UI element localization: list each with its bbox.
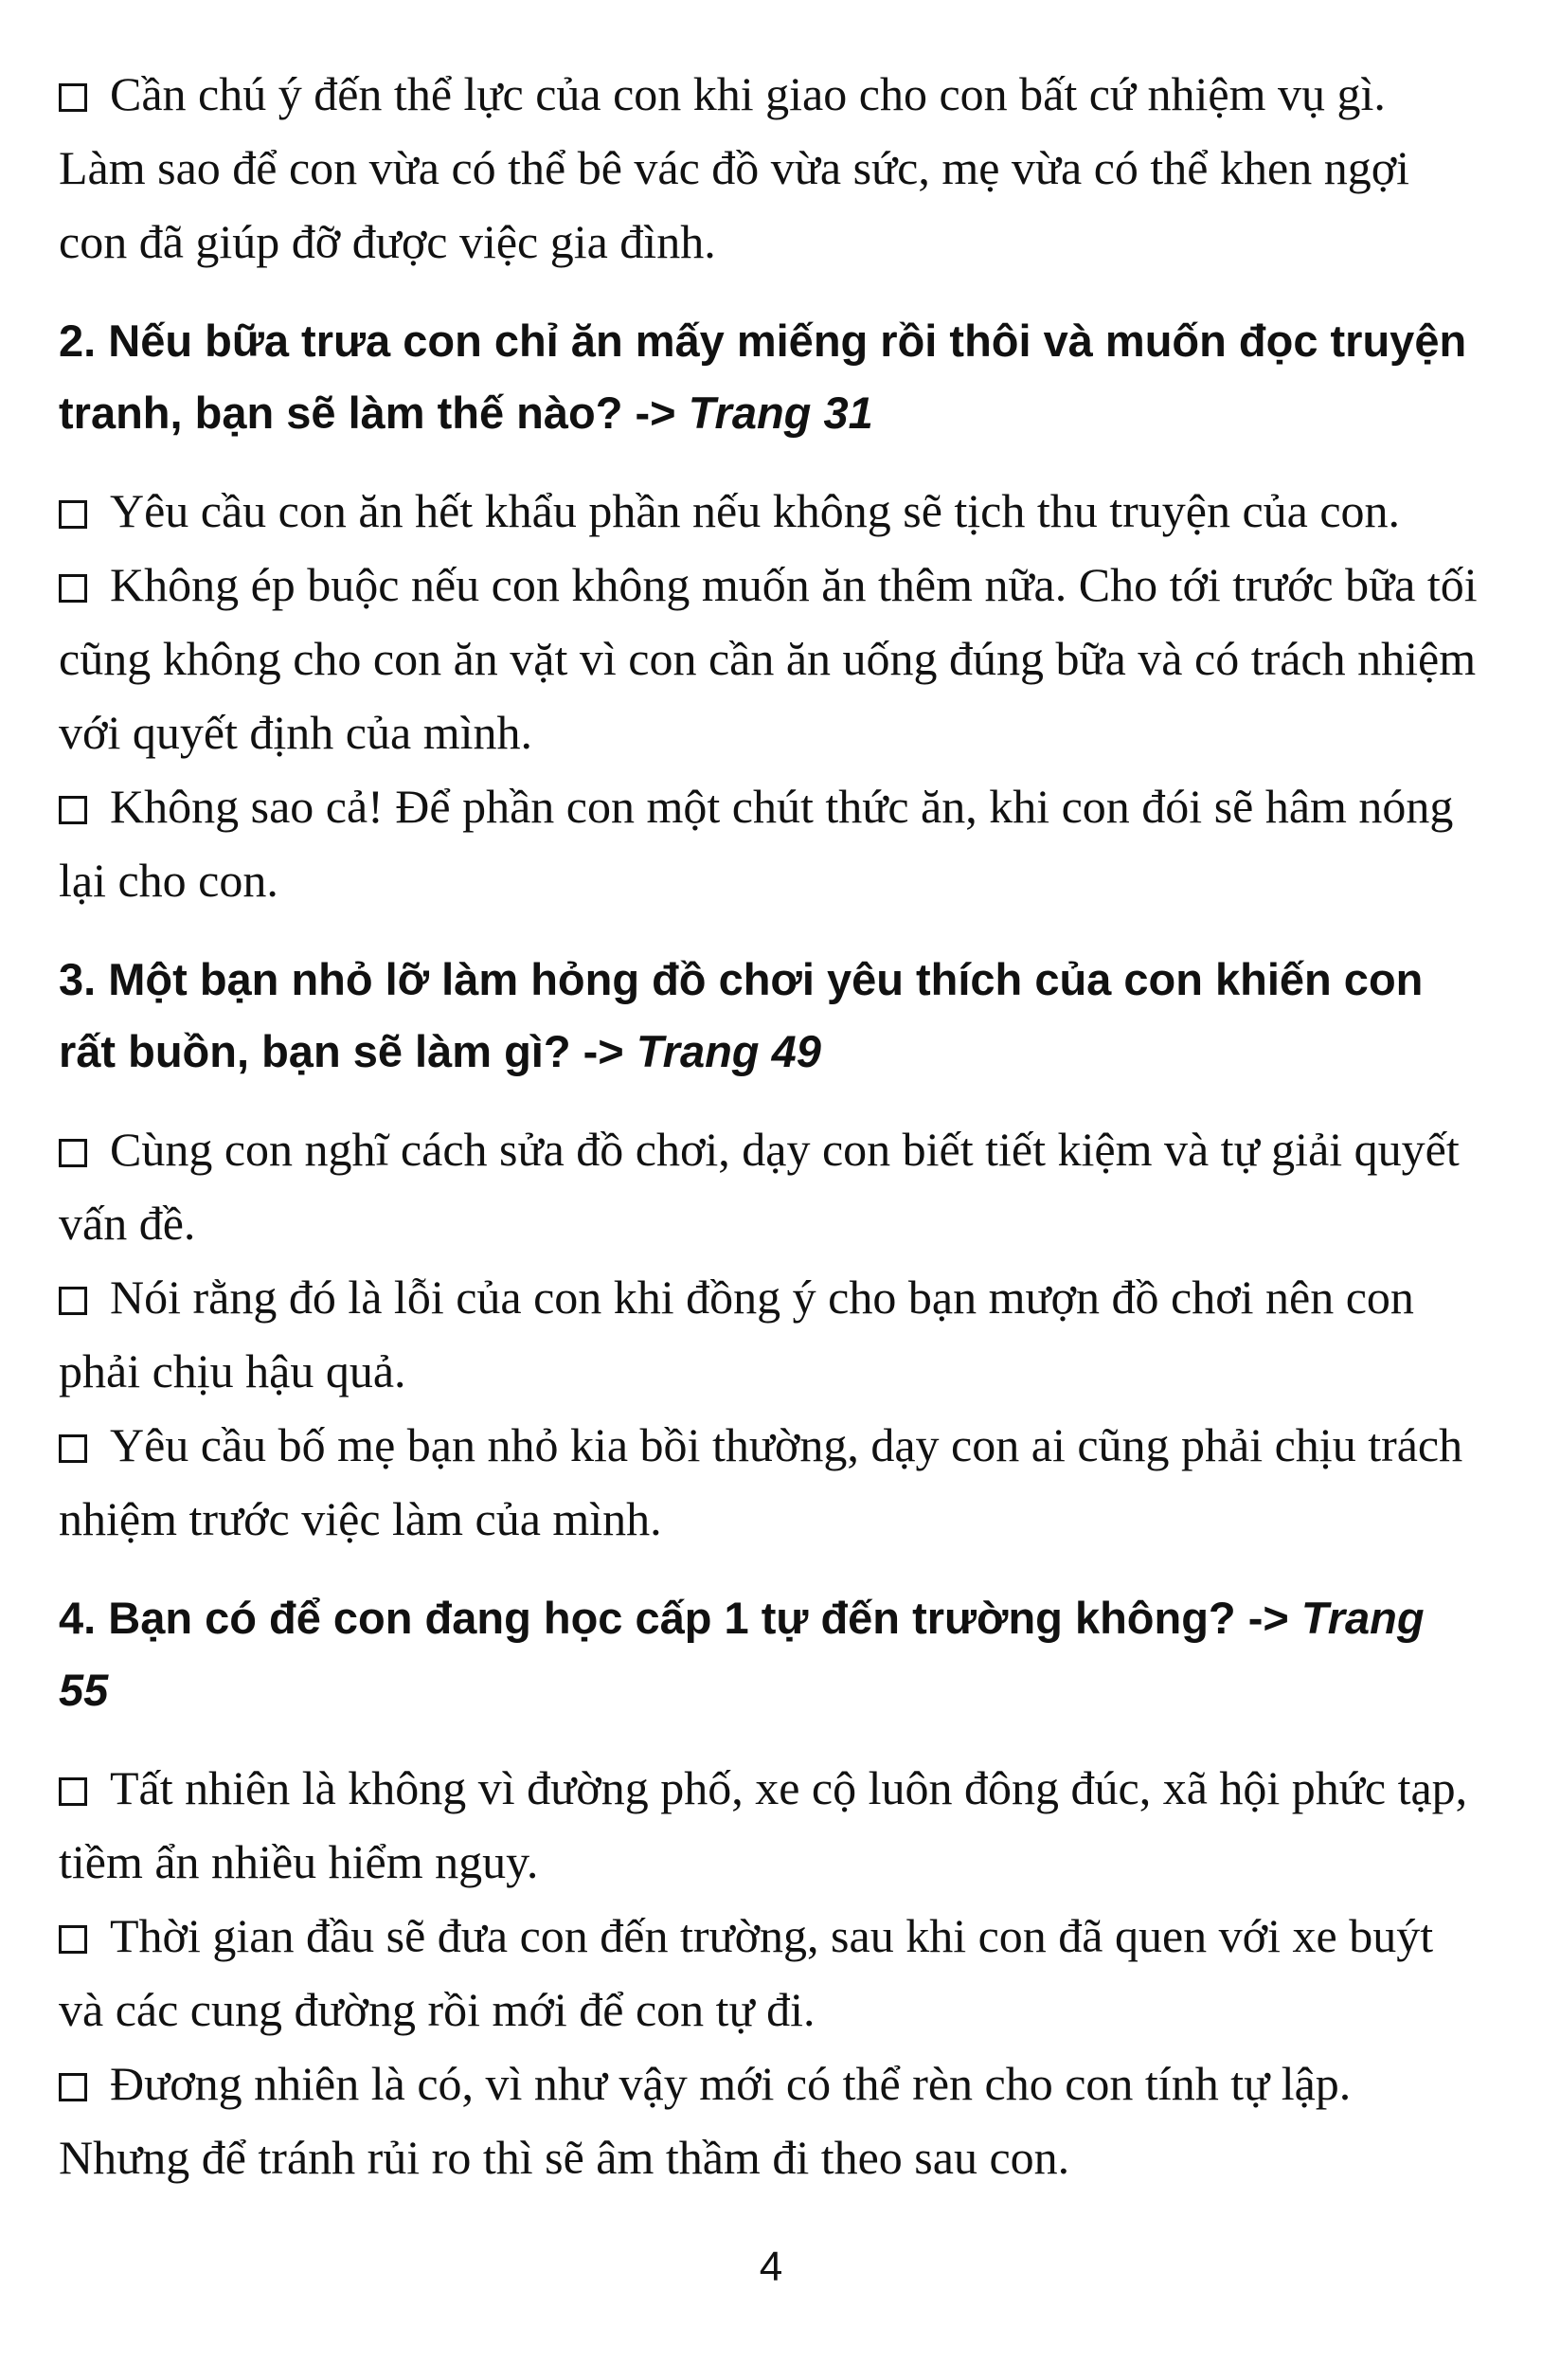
checkbox[interactable] [59,500,87,529]
arrow-icon: -> [635,388,676,438]
option-text: Thời gian đầu sẽ đưa con đến trường, sau khi con đã quen với xe buýt và các cung đường rồi mới để con tự đi. [59,1909,1434,2036]
option-text: Tất nhiên là không vì đường phố, xe cộ luôn đông đúc, xã hội phức tạp, tiềm ẩn nhiều hiểm nguy. [59,1761,1468,1888]
checkbox[interactable] [59,1777,87,1806]
arrow-icon: -> [583,1026,624,1076]
page-reference: Trang 49 [636,1026,821,1076]
option-text: Cần chú ý đến thể lực của con khi giao cho con bất cứ nhiệm vụ gì. Làm sao để con vừa có thể bê vác đồ vừa sức, mẹ vừa có thể khen ngợi con đã giúp đỡ được việc gia đình. [59,67,1410,268]
page-reference: Trang 31 [688,388,873,438]
page-number: 4 [759,2244,783,2290]
option-text: Đương nhiên là có, vì như vậy mới có thể rèn cho con tính tự lập. Nhưng để tránh rủi ro thì sẽ âm thầm đi theo sau con. [59,2057,1352,2184]
option-item [59,769,1483,917]
checkbox[interactable] [59,1287,87,1315]
checkbox[interactable] [59,796,87,824]
checkbox[interactable] [59,83,87,112]
question-heading [59,1582,1483,1726]
question-text: 4. Bạn có để con đang học cấp 1 tự đến trường không? [59,1593,1236,1643]
checkbox[interactable] [59,1925,87,1954]
arrow-icon: -> [1247,1593,1289,1643]
question-text: 3. Một bạn nhỏ lỡ làm hỏng đồ chơi yêu thích của con khiến con rất buồn, bạn sẽ làm gì? [59,954,1424,1076]
option-text: Nói rằng đó là lỗi của con khi đồng ý cho bạn mượn đồ chơi nên con phải chịu hậu quả. [59,1271,1414,1397]
checkbox[interactable] [59,1139,87,1167]
question-text: 2. Nếu bữa trưa con chỉ ăn mấy miếng rồi thôi và muốn đọc truyện tranh, bạn sẽ làm thế nào? [59,316,1467,438]
option-text: Cùng con nghĩ cách sửa đồ chơi, dạy con biết tiết kiệm và tự giải quyết vấn đề. [59,1123,1460,1250]
option-item [59,1112,1483,1260]
option-text: Không ép buộc nếu con không muốn ăn thêm nữa. Cho tới trước bữa tối cũng không cho con ăn vặt vì con cần ăn uống đúng bữa và có trách nhiệm với quyết định của mình. [59,558,1478,759]
option-item [59,1260,1483,1408]
question-section [59,1582,1483,2194]
option-item [59,1408,1483,1556]
question-heading [59,944,1483,1088]
option-text: Yêu cầu bố mẹ bạn nhỏ kia bồi thường, dạy con ai cũng phải chịu trách nhiệm trước việc làm của mình. [59,1418,1463,1545]
checkbox[interactable] [59,574,87,603]
checkbox[interactable] [59,2073,87,2101]
option-item [59,1899,1483,2046]
option-text: Yêu cầu con ăn hết khẩu phần nếu không sẽ tịch thu truyện của con. [110,484,1401,537]
option-item [59,2046,1483,2194]
page-reference: Trang 55 [59,1593,1425,1715]
question-heading [59,305,1483,449]
option-item [59,474,1483,548]
option-item [59,1751,1483,1899]
question-section [59,944,1483,1556]
question-section [59,305,1483,917]
option-item [59,548,1483,769]
option-text: Không sao cả! Để phần con một chút thức ăn, khi con đói sẽ hâm nóng lại cho con. [59,780,1454,907]
checkbox[interactable] [59,1434,87,1463]
option-item [59,57,1483,279]
